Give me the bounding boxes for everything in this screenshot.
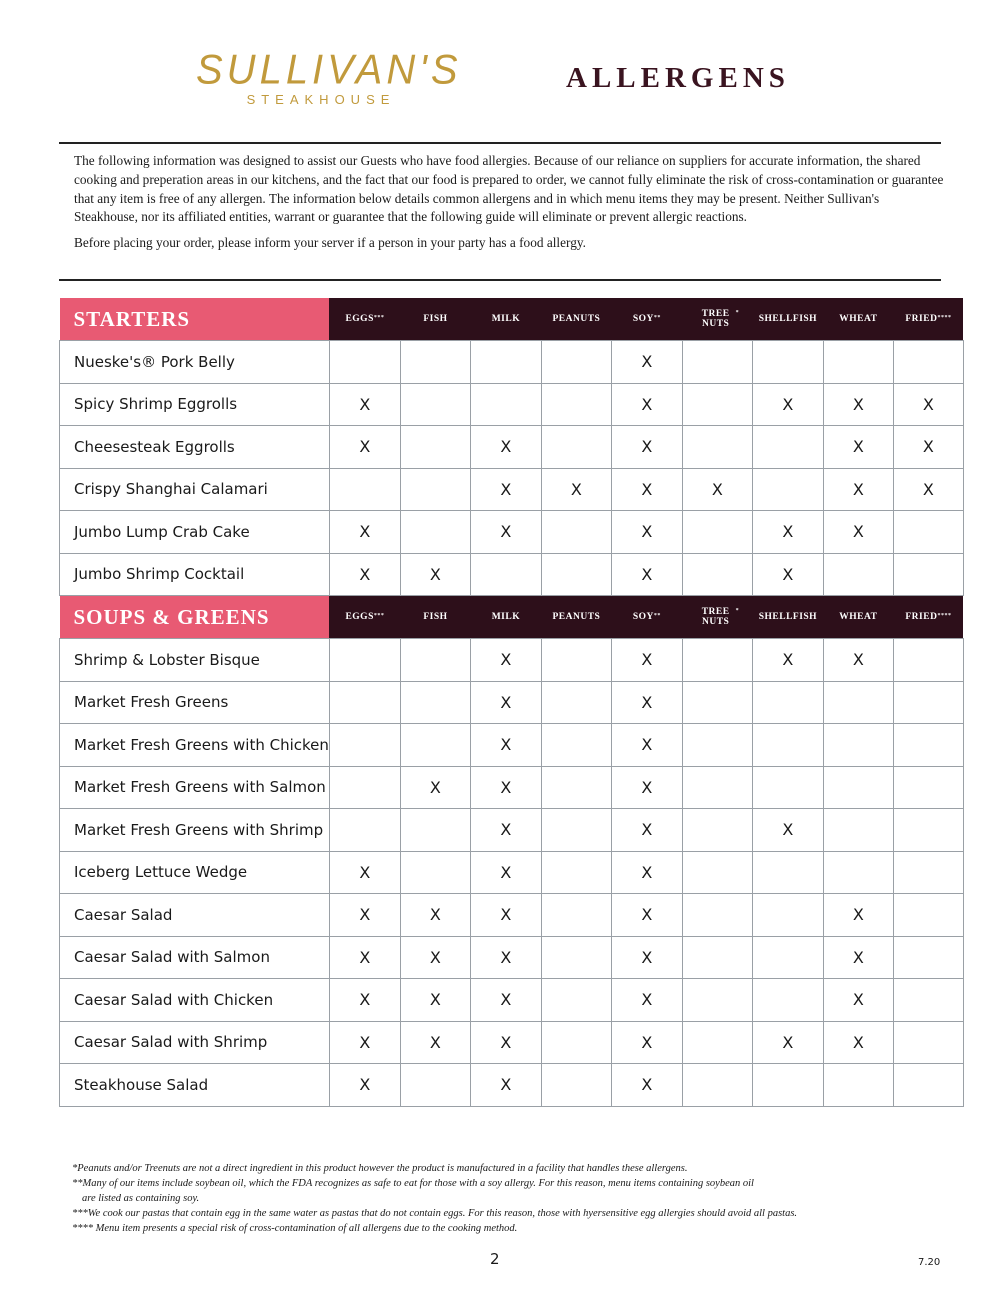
column-header-eggs <box>329 596 400 639</box>
footnote-marker: *** <box>373 315 385 321</box>
menu-item-name: Market Fresh Greens with Shrimp <box>60 809 330 852</box>
column-label: FISH <box>423 612 448 622</box>
menu-item-name: Steakhouse Salad <box>60 1064 330 1107</box>
table-row <box>60 553 964 596</box>
allergen-cell <box>682 724 752 767</box>
allergen-cell: X <box>400 936 470 979</box>
allergen-cell <box>893 511 963 554</box>
allergen-cell: X <box>400 553 470 596</box>
table-row <box>60 468 964 511</box>
column-header-peanuts <box>541 298 611 341</box>
menu-item-name: Market Fresh Greens <box>60 681 330 724</box>
allergen-cell: X <box>400 1021 470 1064</box>
allergen-cell <box>541 1064 611 1107</box>
menu-item-name: Crispy Shanghai Calamari <box>60 468 330 511</box>
section-title: STARTERS <box>60 298 330 341</box>
allergen-cell <box>682 766 752 809</box>
table-row <box>60 894 964 937</box>
page-number: 2 <box>490 1250 500 1268</box>
column-header-shellfish <box>752 298 823 341</box>
allergen-cell <box>752 979 823 1022</box>
allergen-cell: X <box>611 851 682 894</box>
allergen-cell: X <box>823 468 893 511</box>
column-header-fish <box>400 298 470 341</box>
allergen-cell: X <box>329 894 400 937</box>
allergen-cell: X <box>611 936 682 979</box>
allergen-cell <box>682 1064 752 1107</box>
allergen-cell <box>823 1064 893 1107</box>
allergen-cell: X <box>470 979 541 1022</box>
menu-item-name: Cheesesteak Eggrolls <box>60 426 330 469</box>
column-header-tree-nuts <box>682 596 752 639</box>
allergen-cell <box>541 553 611 596</box>
allergen-cell: X <box>823 894 893 937</box>
allergen-cell: X <box>823 383 893 426</box>
allergen-cell <box>823 724 893 767</box>
footnote-soy-continued: are listed as containing soy. <box>82 1193 200 1204</box>
footnote-marker: **** <box>937 315 952 321</box>
allergen-cell <box>893 851 963 894</box>
menu-item-name: Jumbo Lump Crab Cake <box>60 511 330 554</box>
allergen-cell <box>823 341 893 384</box>
allergen-cell <box>893 1064 963 1107</box>
table-row <box>60 766 964 809</box>
allergen-cell: X <box>611 383 682 426</box>
table-row <box>60 639 964 682</box>
footnote-marker: ** <box>653 613 661 619</box>
column-header-wheat <box>823 596 893 639</box>
allergen-cell <box>470 383 541 426</box>
allergen-cell <box>541 383 611 426</box>
allergen-cell <box>329 468 400 511</box>
column-label: PEANUTS <box>552 612 601 622</box>
allergen-cell: X <box>752 639 823 682</box>
allergen-cell: X <box>329 1021 400 1064</box>
allergen-cell <box>893 681 963 724</box>
allergen-cell: X <box>611 681 682 724</box>
allergen-cell: X <box>329 936 400 979</box>
allergen-cell <box>541 979 611 1022</box>
allergen-cell <box>682 809 752 852</box>
brand-logo <box>196 46 462 107</box>
allergen-cell: X <box>752 511 823 554</box>
allergen-cell <box>541 894 611 937</box>
allergen-cell <box>752 341 823 384</box>
allergen-cell <box>470 341 541 384</box>
table-row <box>60 511 964 554</box>
table-row <box>60 979 964 1022</box>
allergen-cell <box>893 724 963 767</box>
footnote-soy: **Many of our items include soybean oil, which the FDA recognizes as safe to eat for those with a soy allergy. For this reason, menu items containing soybean oil <box>72 1178 754 1189</box>
table-row <box>60 426 964 469</box>
column-label: PEANUTS <box>552 314 601 324</box>
table-row <box>60 809 964 852</box>
allergen-cell <box>682 979 752 1022</box>
allergen-cell <box>329 809 400 852</box>
allergen-cell: X <box>470 681 541 724</box>
allergen-cell <box>893 979 963 1022</box>
allergen-cell <box>893 639 963 682</box>
footnote-marker: * <box>735 310 740 316</box>
allergen-cell <box>682 511 752 554</box>
column-label: SOY <box>632 314 654 324</box>
allergen-cell: X <box>470 851 541 894</box>
allergen-cell: X <box>611 766 682 809</box>
column-label: WHEAT <box>839 314 878 324</box>
section-header-row <box>60 596 964 639</box>
column-header-tree-nuts <box>682 298 752 341</box>
column-label: MILK <box>491 612 521 622</box>
section-title: SOUPS & GREENS <box>60 596 330 639</box>
allergen-cell <box>752 724 823 767</box>
allergen-cell <box>541 809 611 852</box>
allergen-cell: X <box>329 426 400 469</box>
table-row <box>60 724 964 767</box>
column-label: TREE NUTS <box>701 309 730 329</box>
allergen-cell: X <box>611 979 682 1022</box>
footnotes <box>72 1161 952 1236</box>
allergen-cell: X <box>400 979 470 1022</box>
allergen-cell: X <box>470 468 541 511</box>
allergen-cell <box>682 341 752 384</box>
table-row <box>60 1021 964 1064</box>
allergen-cell: X <box>752 383 823 426</box>
column-label: SHELLFISH <box>758 314 818 324</box>
allergen-cell <box>893 553 963 596</box>
allergen-cell: X <box>400 894 470 937</box>
allergen-cell: X <box>611 894 682 937</box>
intro-text <box>74 152 944 253</box>
allergen-cell <box>541 1021 611 1064</box>
menu-item-name: Caesar Salad with Chicken <box>60 979 330 1022</box>
column-header-fried <box>893 596 963 639</box>
allergen-cell <box>400 639 470 682</box>
column-label: WHEAT <box>839 612 878 622</box>
menu-item-name: Jumbo Shrimp Cocktail <box>60 553 330 596</box>
allergen-cell: X <box>752 809 823 852</box>
allergen-cell <box>823 681 893 724</box>
menu-item-name: Spicy Shrimp Eggrolls <box>60 383 330 426</box>
allergen-cell: X <box>329 383 400 426</box>
allergen-cell: X <box>823 639 893 682</box>
allergen-cell: X <box>611 426 682 469</box>
allergen-cell <box>541 511 611 554</box>
allergen-cell: X <box>470 809 541 852</box>
allergen-cell: X <box>823 936 893 979</box>
allergen-cell: X <box>893 468 963 511</box>
allergen-cell <box>329 724 400 767</box>
column-label: FISH <box>423 314 448 324</box>
top-divider <box>59 142 941 144</box>
allergen-cell <box>541 341 611 384</box>
allergen-cell: X <box>611 724 682 767</box>
allergen-cell <box>541 639 611 682</box>
column-header-milk <box>470 298 541 341</box>
allergen-cell <box>682 894 752 937</box>
brand-subtitle: STEAKHOUSE <box>246 92 396 107</box>
column-header-soy <box>611 596 682 639</box>
allergen-cell <box>329 766 400 809</box>
allergen-cell <box>682 639 752 682</box>
allergen-cell <box>823 809 893 852</box>
column-header-milk <box>470 596 541 639</box>
allergen-cell: X <box>611 553 682 596</box>
table-row <box>60 936 964 979</box>
allergen-cell <box>893 809 963 852</box>
column-label: FRIED <box>905 612 938 622</box>
allergen-cell: X <box>752 1021 823 1064</box>
allergen-cell: X <box>470 936 541 979</box>
allergen-cell <box>823 766 893 809</box>
column-label: SOY <box>632 612 654 622</box>
allergen-cell <box>893 1021 963 1064</box>
footnote-fried: **** Menu item presents a special risk of cross-contamination of all allergens due to the cooking method. <box>72 1223 518 1234</box>
column-label: MILK <box>491 314 521 324</box>
allergen-cell <box>893 894 963 937</box>
allergen-cell: X <box>893 383 963 426</box>
allergen-cell <box>541 936 611 979</box>
allergen-cell: X <box>329 979 400 1022</box>
allergen-cell <box>329 681 400 724</box>
menu-item-name: Caesar Salad with Salmon <box>60 936 330 979</box>
allergen-cell <box>470 553 541 596</box>
allergen-cell: X <box>823 1021 893 1064</box>
allergen-cell: X <box>470 766 541 809</box>
allergen-cell: X <box>682 468 752 511</box>
allergen-cell <box>752 936 823 979</box>
allergen-cell: X <box>823 511 893 554</box>
allergen-cell <box>752 426 823 469</box>
allergen-cell <box>400 341 470 384</box>
column-label: EGGS <box>345 314 374 324</box>
allergen-cell: X <box>823 426 893 469</box>
allergen-cell: X <box>470 1064 541 1107</box>
column-header-peanuts <box>541 596 611 639</box>
intro-bottom-divider <box>59 279 941 281</box>
allergen-cell: X <box>611 1021 682 1064</box>
table-row <box>60 851 964 894</box>
allergen-cell <box>823 851 893 894</box>
column-header-soy <box>611 298 682 341</box>
column-label: FRIED <box>905 314 938 324</box>
allergen-cell <box>541 766 611 809</box>
allergen-cell <box>682 1021 752 1064</box>
footnote-marker: *** <box>373 613 385 619</box>
table-row <box>60 383 964 426</box>
allergen-cell: X <box>329 553 400 596</box>
allergen-cell <box>329 341 400 384</box>
allergen-cell <box>752 894 823 937</box>
allergen-cell: X <box>611 1064 682 1107</box>
allergen-cell: X <box>470 426 541 469</box>
allergen-cell <box>400 468 470 511</box>
allergen-cell: X <box>823 979 893 1022</box>
allergen-cell <box>823 553 893 596</box>
allergen-cell: X <box>893 426 963 469</box>
allergen-cell <box>400 681 470 724</box>
allergen-cell <box>682 851 752 894</box>
menu-item-name: Market Fresh Greens with Chicken <box>60 724 330 767</box>
allergen-cell: X <box>329 1064 400 1107</box>
allergen-cell: X <box>541 468 611 511</box>
allergen-cell <box>400 724 470 767</box>
menu-item-name: Nueske's® Pork Belly <box>60 341 330 384</box>
allergen-cell <box>400 426 470 469</box>
allergen-cell <box>682 936 752 979</box>
allergen-cell <box>541 426 611 469</box>
allergen-cell <box>400 383 470 426</box>
brand-name: SULLIVAN'S <box>196 46 462 94</box>
allergen-table <box>59 298 964 1107</box>
allergen-cell: X <box>611 341 682 384</box>
allergen-cell <box>752 766 823 809</box>
column-header-fried <box>893 298 963 341</box>
version-number: 7.20 <box>918 1257 941 1268</box>
allergen-cell: X <box>470 511 541 554</box>
menu-item-name: Market Fresh Greens with Salmon <box>60 766 330 809</box>
footnote-marker: ** <box>653 315 661 321</box>
allergy-notice: Before placing your order, please inform your server if a person in your party has a food allergy. <box>74 235 586 251</box>
allergen-cell <box>400 1064 470 1107</box>
footnote-eggs: ***We cook our pastas that contain egg in the same water as pastas that do not contain eggs. For this reason, those with hyersensitive egg allergies should avoid all pastas. <box>72 1208 798 1219</box>
column-label: SHELLFISH <box>758 612 818 622</box>
table-row <box>60 1064 964 1107</box>
column-header-shellfish <box>752 596 823 639</box>
footnote-marker: * <box>735 608 740 614</box>
column-label: EGGS <box>345 612 374 622</box>
allergen-cell <box>893 341 963 384</box>
allergen-cell: X <box>400 766 470 809</box>
allergen-cell <box>541 724 611 767</box>
allergen-cell: X <box>470 894 541 937</box>
allergen-cell: X <box>470 724 541 767</box>
column-header-fish <box>400 596 470 639</box>
allergen-cell: X <box>611 468 682 511</box>
section-header-row <box>60 298 964 341</box>
allergen-cell <box>893 936 963 979</box>
allergen-cell: X <box>329 511 400 554</box>
allergen-cell: X <box>611 639 682 682</box>
menu-item-name: Shrimp & Lobster Bisque <box>60 639 330 682</box>
column-label: TREE NUTS <box>701 607 730 627</box>
column-header-wheat <box>823 298 893 341</box>
allergen-cell: X <box>470 639 541 682</box>
table-row <box>60 681 964 724</box>
allergen-cell <box>682 426 752 469</box>
footnote-marker: **** <box>937 613 952 619</box>
allergen-cell: X <box>752 553 823 596</box>
allergen-cell: X <box>329 851 400 894</box>
allergen-cell <box>400 511 470 554</box>
allergen-cell <box>682 681 752 724</box>
allergen-cell <box>752 851 823 894</box>
intro-paragraph: The following information was designed to assist our Guests who have food allergies. Because of our reliance on suppliers for accurate information, the shared cooking and preperation areas in our kitchens, and the fact that our food is prepared to order, we cannot fully eliminate the risk of cross-contamination or guarantee that any item is free of any allergen. The information below details common allergens and in which menu items they may be present. Neither Sullivan's Steakhouse, nor its affiliated entities, warrant or guarantee that the following guide will eliminate or prevent allergic reactions. <box>74 153 944 225</box>
menu-item-name: Iceberg Lettuce Wedge <box>60 851 330 894</box>
menu-item-name: Caesar Salad <box>60 894 330 937</box>
table-row <box>60 341 964 384</box>
footnote-tree-nuts: *Peanuts and/or Treenuts are not a direct ingredient in this product however the product is manufactured in a facility that handles these allergens. <box>72 1163 688 1174</box>
page-title: ALLERGENS <box>566 62 790 94</box>
allergen-cell <box>752 1064 823 1107</box>
column-header-eggs <box>329 298 400 341</box>
allergen-cell <box>682 553 752 596</box>
allergen-cell <box>752 681 823 724</box>
menu-item-name: Caesar Salad with Shrimp <box>60 1021 330 1064</box>
allergen-cell <box>400 851 470 894</box>
allergen-cell <box>752 468 823 511</box>
allergen-cell: X <box>470 1021 541 1064</box>
allergen-cell <box>682 383 752 426</box>
allergen-cell <box>541 851 611 894</box>
allergen-cell <box>400 809 470 852</box>
allergen-cell <box>329 639 400 682</box>
allergen-cell: X <box>611 809 682 852</box>
allergen-cell: X <box>611 511 682 554</box>
allergen-cell <box>541 681 611 724</box>
allergen-cell <box>893 766 963 809</box>
